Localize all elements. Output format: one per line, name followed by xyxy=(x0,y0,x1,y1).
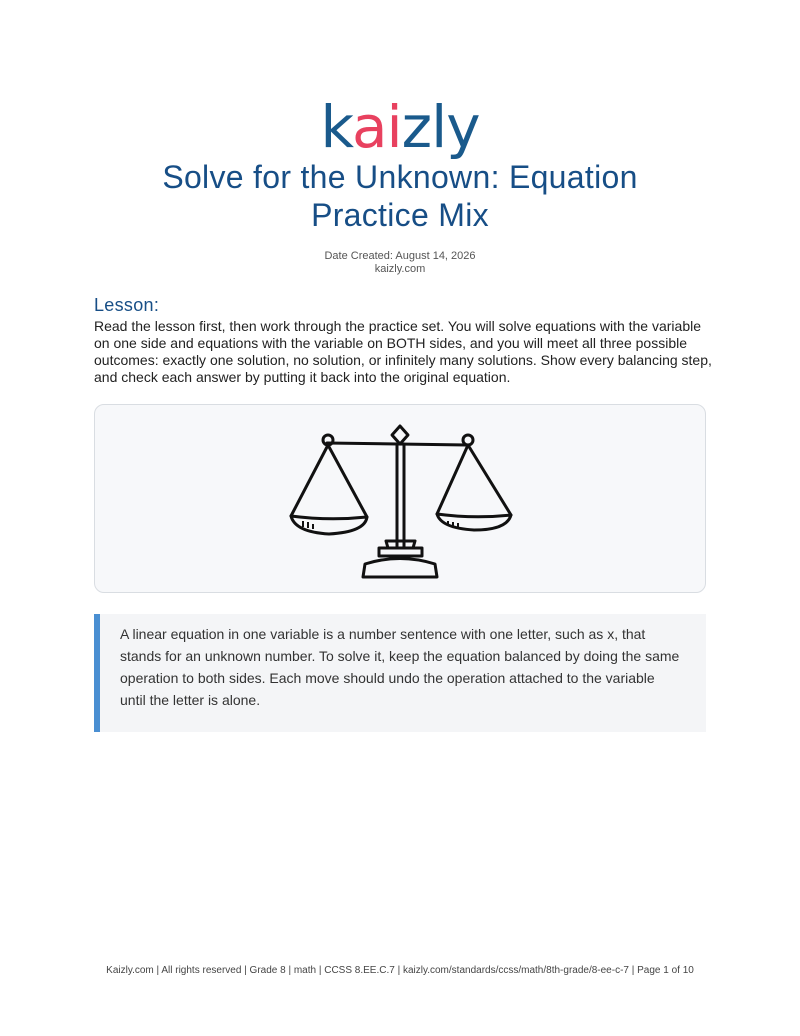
logo-zly: zly xyxy=(401,93,480,161)
callout-text: A linear equation in one variable is a number sentence with one letter, such as x, that stands for an unknown number. To solve it, keep the equation balanced by doing the same operation to both sides. Each move should undo the operation attached to the variable until the letter is alone. xyxy=(120,626,680,708)
document-title: Solve for the Unknown: Equation Practice Mix xyxy=(162,159,638,233)
lesson-heading: Lesson: xyxy=(94,295,160,315)
logo-ai: ai xyxy=(352,93,402,161)
logo-k: k xyxy=(320,93,353,161)
balance-scale-icon xyxy=(285,420,515,580)
brand-logo xyxy=(0,92,800,162)
illustration-box xyxy=(94,404,706,593)
lesson-intro: Read the lesson first, then work through the practice set. You will solve equations with the variable on one side and equations with the variable on BOTH sides, and you will meet all three possible outcomes: exactly one solution, no solution, or infinitely many solutions. Show every balancing step, and check each answer by putting it back into the original equation. xyxy=(94,318,712,385)
definition-callout xyxy=(94,614,706,732)
document-meta xyxy=(0,250,800,276)
date-created: Date Created: August 14, 2026 xyxy=(324,250,476,262)
page-footer: Kaizly.com | All rights reserved | Grade 8 | math | CCSS 8.EE.C.7 | kaizly.com/standards/ccss/math/8th-grade/8-ee-c-7 | Page 1 of 10 xyxy=(106,965,694,976)
site-url: kaizly.com xyxy=(374,263,426,275)
